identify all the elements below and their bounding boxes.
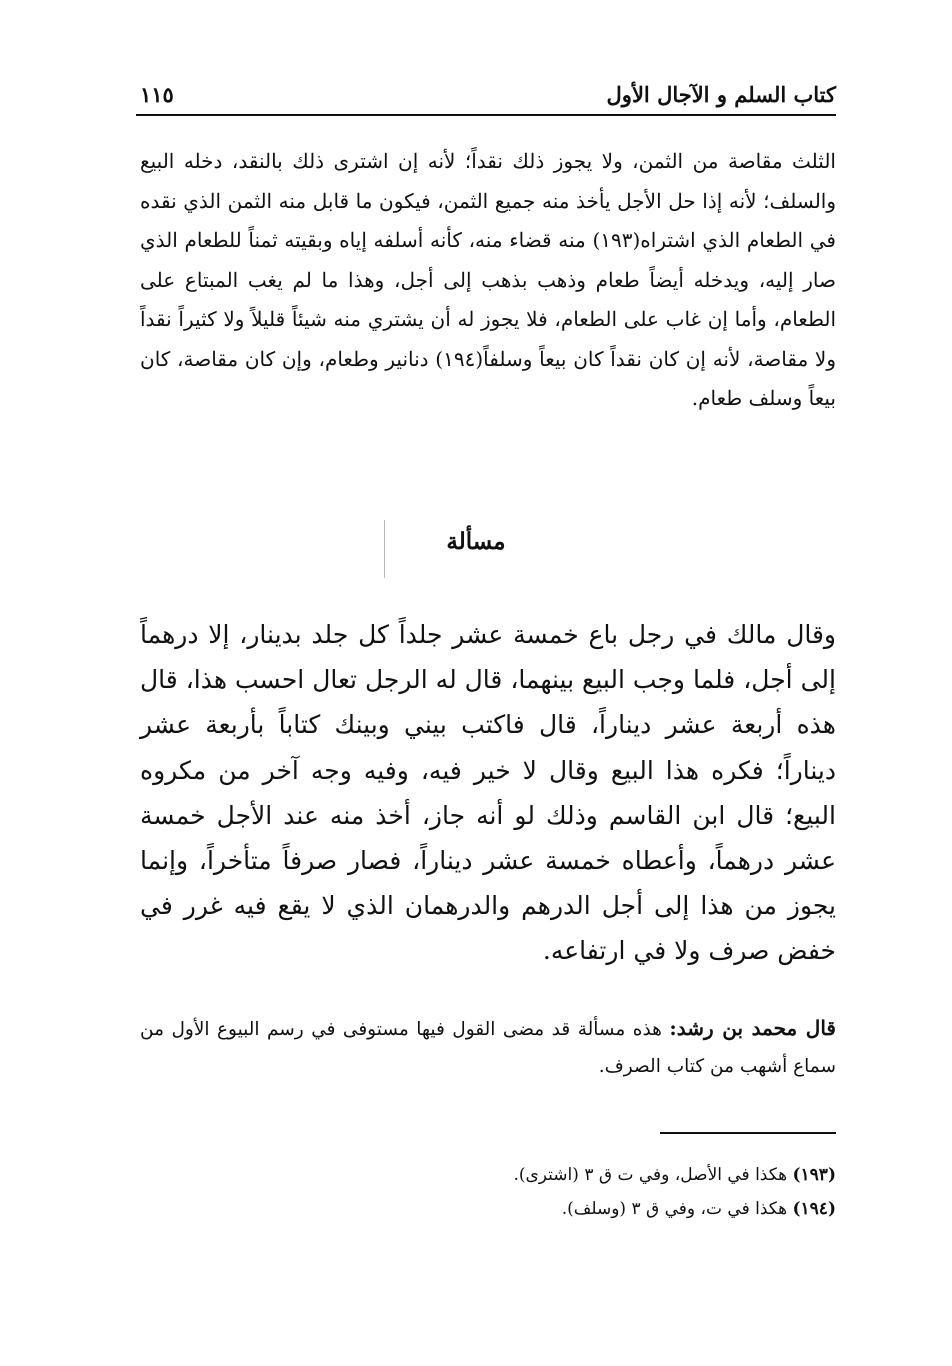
footnote-number: (١٩٣) bbox=[792, 1165, 836, 1185]
paragraph-3-text: هذه مسألة قد مضى القول فيها مستوفى في رسم البيوع الأول من سماع أشهب من كتاب الصرف. bbox=[140, 1019, 836, 1077]
paragraph-1: الثلث مقاصة من الثمن، ولا يجوز ذلك نقداً؛ لأنه إن اشترى ذلك بالنقد، دخله البيع والسلف؛ لأنه إذا حل الأجل يأخذ منه جميع الثمن، فيكون ما قابل منه الثمن الذي نقده في الطعام الذي اشتراه(١٩٣) منه قضاء منه، كأنه أسلفه إياه وبقيته ثمناً للطعام الذي صار إليه، ويدخله أيضاً طعام وذهب بذهب إلى أجل، وهذا ما لم يغب المبتاع على الطعام، وأما إن غاب على الطعام، فلا يجوز له أن يشتري منه شيئاً قليلاً ولا كثيراً نقداً ولا مقاصة، لأنه إن كان نقداً كان بيعاً وسلفاً(١٩٤) دنانير وطعام، وإن كان مقاصة، كان بيعاً وسلف طعام. bbox=[140, 149, 837, 410]
footnote-rule bbox=[660, 1132, 836, 1134]
footnote-193 bbox=[300, 1158, 836, 1192]
header-rule bbox=[136, 114, 836, 116]
footnotes bbox=[300, 1158, 836, 1226]
footnote-number: (١٩٤) bbox=[792, 1199, 836, 1219]
page-number: ١١٥ bbox=[140, 82, 174, 107]
footnote-text: هكذا في ت، وفي ق ٣ (وسلف). bbox=[561, 1199, 793, 1219]
paragraph-2: وقال مالك في رجل باع خمسة عشر جلداً كل جلد بدينار، إلا درهماً إلى أجل، فلما وجب البيع بينهما، قال له الرجل تعال احسب هذا، قال هذه أربعة عشر ديناراً، قال فاكتب بيني وبينك كتاباً بأربعة عشر ديناراً؛ فكره هذا البيع وقال لا خير فيه، وفيه وجه آخر من مكروه البيع؛ قال ابن القاسم وذلك لو أنه جاز، أخذ منه عند الأجل خمسة عشر درهماً، وأعطاه خمسة عشر ديناراً، فصار صرفاً متأخراً، وإنما يجوز من هذا إلى أجل الدرهم والدرهمان الذي لا يقع فيه غرر في خفض صرف ولا في ارتفاعه. bbox=[140, 620, 836, 966]
running-header bbox=[140, 80, 836, 112]
paragraph-3-lead: قال محمد بن رشد: bbox=[669, 1016, 836, 1040]
footnote-text: هكذا في الأصل، وفي ت ق ٣ (اشترى). bbox=[513, 1165, 793, 1185]
footnote-194 bbox=[300, 1192, 836, 1226]
section-heading: مسألة bbox=[446, 528, 506, 555]
book-title: كتاب السلم و الآجال الأول bbox=[606, 82, 836, 107]
paragraph-3 bbox=[140, 1010, 836, 1085]
